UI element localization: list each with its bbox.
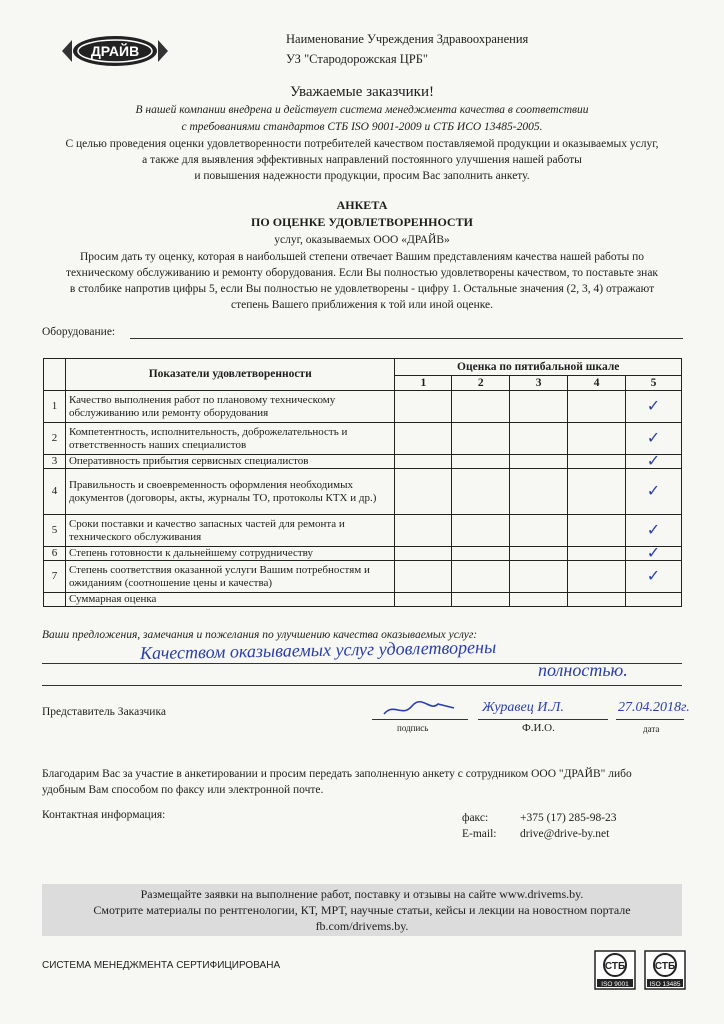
instructions-2: техническому обслуживанию и ремонту оборудования. Если Вы полностью удовлетворены качеством, то поставьте знак	[65, 267, 659, 279]
stb-iso9001-badge	[594, 950, 636, 990]
summary-score-cell[interactable]	[626, 593, 682, 607]
score-cell-checked[interactable]	[626, 391, 682, 423]
org-name: УЗ "Стародорожская ЦРБ"	[286, 52, 428, 66]
equipment-label: Оборудование:	[42, 326, 116, 338]
table-row	[44, 391, 682, 423]
row-number: 5	[44, 515, 66, 547]
row-number: 6	[44, 547, 66, 561]
logo-text: ДРАЙВ	[90, 43, 140, 59]
score-cell[interactable]	[568, 391, 626, 423]
score-header: 3	[510, 376, 568, 391]
fax-label: факс:	[462, 812, 489, 824]
row-number: 1	[44, 391, 66, 423]
score-header: 1	[395, 376, 452, 391]
score-cell[interactable]	[452, 455, 510, 469]
score-cell[interactable]	[568, 423, 626, 455]
score-cell[interactable]	[510, 423, 568, 455]
score-cell[interactable]	[395, 469, 452, 515]
table-row	[44, 455, 682, 469]
table-row	[44, 469, 682, 515]
check-mark-icon: ✓	[646, 451, 661, 471]
score-cell-checked[interactable]	[626, 469, 682, 515]
handwritten-name: Журавец И.Л.	[482, 700, 564, 715]
suggestions-line-2[interactable]	[42, 685, 682, 686]
row-indicator: Степень готовности к дальнейшему сотрудничеству	[65, 547, 395, 561]
score-cell[interactable]	[452, 423, 510, 455]
date-field[interactable]	[616, 719, 684, 720]
header-num-cell	[44, 359, 66, 391]
row-indicator: Сроки поставки и качество запасных частей для ремонта и технического обслуживания	[65, 515, 395, 547]
row-indicator: Правильность и своевременность оформления необходимых документов (договоры, акты, журналы ТО, протоколы КТХ и др.)	[65, 469, 395, 515]
row-indicator: Степень соответствия оказанной услуги Вашим потребностям и ожиданиям (соотношение цены и качества)	[65, 561, 395, 593]
intro-italic-2: с требованиями стандартов СТБ ISO 9001-2009 и СТБ ИСО 13485-2005.	[181, 121, 543, 133]
score-cell[interactable]	[452, 469, 510, 515]
score-cell-checked[interactable]	[626, 561, 682, 593]
table-row	[44, 561, 682, 593]
badge-stb: СТБ	[654, 961, 676, 972]
greeting: Уважаемые заказчики!	[290, 84, 434, 100]
score-cell-checked[interactable]	[626, 515, 682, 547]
check-mark-icon: ✓	[646, 481, 661, 501]
score-header: 2	[452, 376, 510, 391]
satisfaction-table	[43, 358, 682, 607]
email-link[interactable]: drive@drive-by.net	[520, 828, 610, 840]
score-cell[interactable]	[568, 547, 626, 561]
fax-value: +375 (17) 285-98-23	[520, 812, 617, 824]
score-header: 4	[568, 376, 626, 391]
badge-stb: СТБ	[604, 961, 626, 972]
equipment-field[interactable]	[130, 338, 683, 339]
score-cell-checked[interactable]	[626, 451, 682, 471]
suggestions-label: Ваши предложения, замечания и пожелания по улучшению качества оказываемых услуг:	[42, 629, 478, 641]
summary-score-cell[interactable]	[568, 593, 626, 607]
handwritten-suggestion-2: полностью.	[538, 660, 628, 680]
table-row	[44, 547, 682, 561]
thanks-line-1: Благодарим Вас за участие в анкетировании и просим передать заполненную анкету с сотрудником ООО "ДРАЙВ" либо	[42, 768, 632, 780]
summary-score-cell[interactable]	[510, 593, 568, 607]
table-row	[44, 423, 682, 455]
intro-para-2: а также для выявления эффективных направлений постоянного улучшения нашей работы	[142, 154, 582, 166]
summary-label: Суммарная оценка	[65, 593, 395, 607]
summary-score-cell[interactable]	[452, 593, 510, 607]
score-cell[interactable]	[510, 515, 568, 547]
score-cell[interactable]	[510, 469, 568, 515]
score-cell[interactable]	[395, 561, 452, 593]
score-cell[interactable]	[452, 547, 510, 561]
banner-line-2: Смотрите материалы по рентгенологии, КТ, МРТ, научные статьи, кейсы и лекции на новостном портале	[93, 903, 631, 917]
info-banner	[42, 884, 682, 936]
thanks-line-2: удобным Вам способом по факсу или электронной почте.	[42, 784, 324, 796]
intro-para-1: С целью проведения оценки удовлетворенности потребителей качеством поставляемой продукции и оказываемых услуг,	[65, 138, 659, 150]
row-indicator: Оперативность прибытия сервисных специалистов	[65, 455, 395, 469]
certified-text: СИСТЕМА МЕНЕДЖМЕНТА СЕРТИФИЦИРОВАНА	[42, 960, 281, 971]
survey-subtitle: услуг, оказываемых ООО «ДРАЙВ»	[274, 234, 450, 246]
score-cell[interactable]	[395, 455, 452, 469]
summary-score-cell[interactable]	[395, 593, 452, 607]
check-mark-icon: ✓	[646, 520, 661, 540]
score-cell-checked[interactable]	[626, 543, 682, 563]
score-cell[interactable]	[510, 561, 568, 593]
score-cell[interactable]	[452, 391, 510, 423]
survey-title-2: ПО ОЦЕНКЕ УДОВЛЕТВОРЕННОСТИ	[251, 215, 473, 229]
stb-iso13485-badge	[644, 950, 686, 990]
signature-scribble	[380, 698, 460, 720]
name-caption: Ф.И.О.	[522, 722, 555, 734]
instructions-1: Просим дать ту оценку, которая в наибольшей степени отвечает Вашим представлениям качества нашей работы по	[79, 251, 645, 263]
header-scale: Оценка по пятибальной шкале	[395, 359, 682, 376]
score-cell[interactable]	[510, 391, 568, 423]
signature-caption: подпись	[397, 723, 429, 733]
score-cell-checked[interactable]	[626, 423, 682, 455]
name-field[interactable]	[478, 719, 608, 720]
org-label: Наименование Учреждения Здравоохранения	[286, 32, 529, 46]
instructions-3: в столбике напротив цифры 5, если Вы полностью не удовлетворены - цифру 1. Остальные значения (2, 3, 4) отражают	[69, 283, 655, 295]
row-number: 7	[44, 561, 66, 593]
company-logo	[60, 34, 170, 68]
score-cell[interactable]	[568, 561, 626, 593]
score-header: 5	[626, 376, 682, 391]
score-cell[interactable]	[510, 547, 568, 561]
survey-title-1: АНКЕТА	[336, 198, 388, 212]
representative-label: Представитель Заказчика	[42, 706, 166, 718]
row-number: 2	[44, 423, 66, 455]
score-cell[interactable]	[452, 561, 510, 593]
handwritten-suggestion-1: Качеством оказываемых услуг удовлетворены	[139, 636, 497, 664]
score-cell[interactable]	[568, 515, 626, 547]
score-cell[interactable]	[395, 515, 452, 547]
check-mark-icon: ✓	[646, 428, 661, 448]
header-indicators: Показатели удовлетворенности	[65, 359, 395, 391]
row-indicator: Качество выполнения работ по плановому техническому обслуживанию или ремонту оборудования	[65, 391, 395, 423]
score-cell[interactable]	[395, 423, 452, 455]
score-cell[interactable]	[452, 515, 510, 547]
summary-num-cell	[44, 593, 66, 607]
row-number: 4	[44, 469, 66, 515]
email-label: E-mail:	[462, 828, 497, 840]
handwritten-date: 27.04.2018г.	[618, 700, 690, 715]
row-number: 3	[44, 455, 66, 469]
score-cell[interactable]	[568, 469, 626, 515]
score-cell[interactable]	[395, 391, 452, 423]
banner-line-1: Размещайте заявки на выполнение работ, поставку и отзывы на сайте www.drivems.by.	[140, 887, 584, 901]
contacts-label: Контактная информация:	[42, 809, 166, 821]
check-mark-icon: ✓	[646, 396, 661, 416]
banner-line-3[interactable]: fb.com/drivems.by.	[315, 919, 409, 933]
row-indicator: Компетентность, исполнительность, доброжелательность и ответственность наших специалистов	[65, 423, 395, 455]
check-mark-icon: ✓	[646, 543, 661, 563]
check-mark-icon: ✓	[646, 566, 661, 586]
intro-para-3: и повышения надежности продукции, просим Вас заполнить анкету.	[194, 170, 530, 182]
intro-italic-1: В нашей компании внедрена и действует система менеджмента качества в соответствии	[135, 104, 589, 116]
score-cell[interactable]	[510, 455, 568, 469]
badge-iso: ISO 9001	[601, 981, 629, 988]
score-cell[interactable]	[568, 455, 626, 469]
date-caption: дата	[643, 724, 660, 734]
instructions-4: степень Вашего приближения к той или иной оценке.	[230, 299, 493, 311]
badge-iso: ISO 13485	[649, 981, 681, 988]
table-row	[44, 515, 682, 547]
score-cell[interactable]	[395, 547, 452, 561]
